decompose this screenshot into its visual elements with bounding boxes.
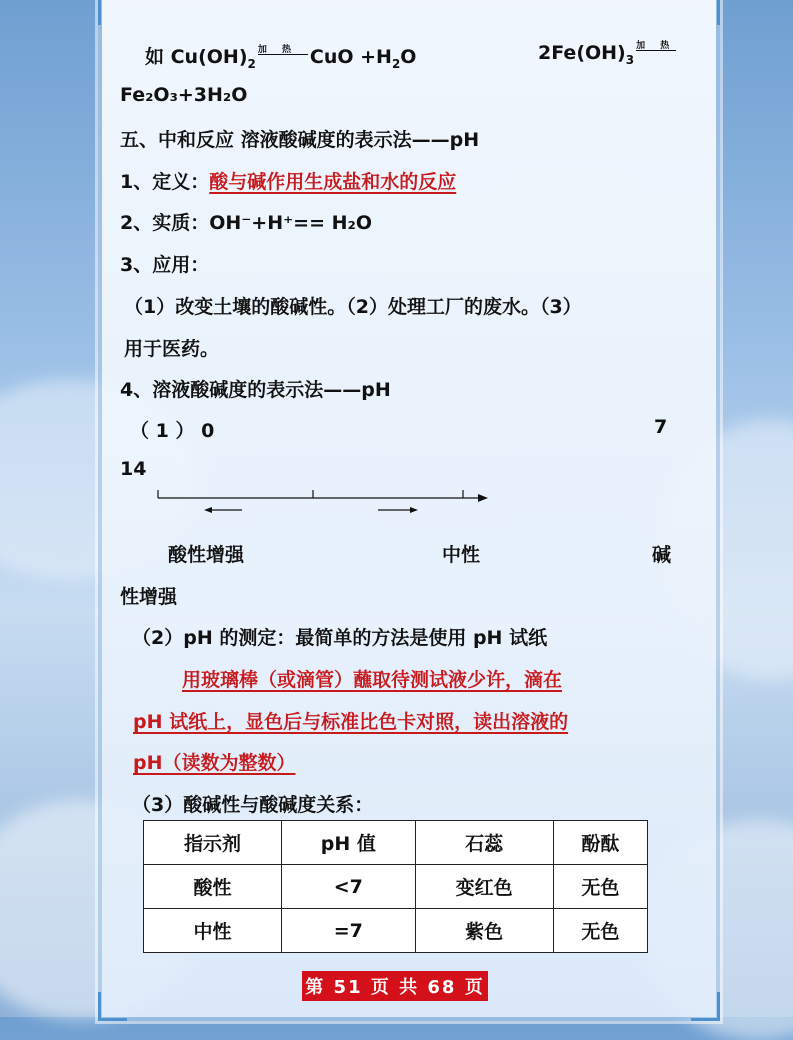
frame-corner-top-left: [98, 0, 127, 25]
table-cell: 无色: [553, 909, 647, 953]
condition-label: 加 热: [257, 45, 298, 55]
table-header-cell: 酚酞: [553, 821, 647, 865]
scale-left-label: （ 1 ） 0: [130, 420, 215, 442]
definition-line: [120, 167, 456, 194]
reaction-arrow-line: [257, 45, 308, 55]
ph-method-text: pH（读数为整数）: [133, 752, 296, 774]
table-row: [144, 909, 648, 953]
scale-end-label: 14: [120, 458, 147, 480]
ph-title: 4、溶液酸碱度的表示法——pH: [120, 379, 391, 401]
equation-text: 如 Cu(OH): [145, 46, 248, 68]
table-header-row: [144, 821, 648, 865]
base-increasing-label: 碱: [652, 544, 672, 566]
table-cell: 变红色: [415, 865, 553, 909]
table-cell: 中性: [144, 909, 282, 953]
acid-base-table: [143, 820, 648, 953]
ph-scale-diagram: [150, 484, 500, 520]
essence-line: 2、实质：OH⁻+H⁺== H₂O: [120, 212, 372, 234]
table-cell: =7: [282, 909, 416, 953]
table-header-cell: pH 值: [282, 821, 416, 865]
equation-fe2o3: Fe₂O₃+3H₂O: [120, 84, 248, 106]
condition-label: 加 热: [636, 41, 676, 51]
table-header-cell: 指示剂: [144, 821, 282, 865]
equation-text: CuO +H: [309, 46, 392, 68]
table-cell: 酸性: [144, 865, 282, 909]
definition-text: 酸与碱作用生成盐和水的反应: [209, 171, 457, 193]
table-header-cell: 石蕊: [415, 821, 553, 865]
definition-label: 1、定义：: [120, 171, 210, 193]
frame-corner-top-right: [691, 0, 720, 25]
equation-text: 2Fe(OH): [538, 42, 626, 64]
relation-heading: （3）酸碱性与酸碱度关系：: [132, 794, 374, 816]
application-text: （1）改变土壤的酸碱性。（2）处理工厂的废水。（3）: [124, 296, 582, 318]
base-increasing-label: 性增强: [120, 586, 178, 608]
page-number-badge: 第 51 页 共 68 页: [302, 971, 488, 1001]
table-cell: 无色: [553, 865, 647, 909]
subscript: 2: [391, 56, 401, 71]
table-cell: <7: [282, 865, 416, 909]
subscript: 3: [625, 52, 635, 67]
equation-cuoh2: [145, 42, 416, 71]
table-cell: 紫色: [415, 909, 553, 953]
neutral-label: 中性: [442, 544, 481, 566]
equation-feoh3: [538, 42, 678, 67]
ph-method-text: pH 试纸上，显色后与标准比色卡对照，读出溶液的: [133, 711, 569, 733]
scale-mid-label: 7: [654, 416, 668, 438]
acid-increasing-label: 酸性增强: [168, 544, 245, 566]
section-heading: 五、中和反应 溶液酸碱度的表示法——pH: [120, 129, 480, 151]
equation-text: O: [400, 46, 417, 68]
application-label: 3、应用：: [120, 254, 210, 276]
reaction-arrow-line: [636, 41, 676, 51]
table-row: [144, 865, 648, 909]
ph-measurement-line: （2）pH 的测定：最简单的方法是使用 pH 试纸: [132, 627, 548, 649]
subscript: 2: [247, 56, 256, 71]
application-text: 用于医药。: [124, 338, 220, 360]
ph-method-text: 用玻璃棒（或滴管）蘸取待测试液少许，滴在: [182, 669, 563, 691]
